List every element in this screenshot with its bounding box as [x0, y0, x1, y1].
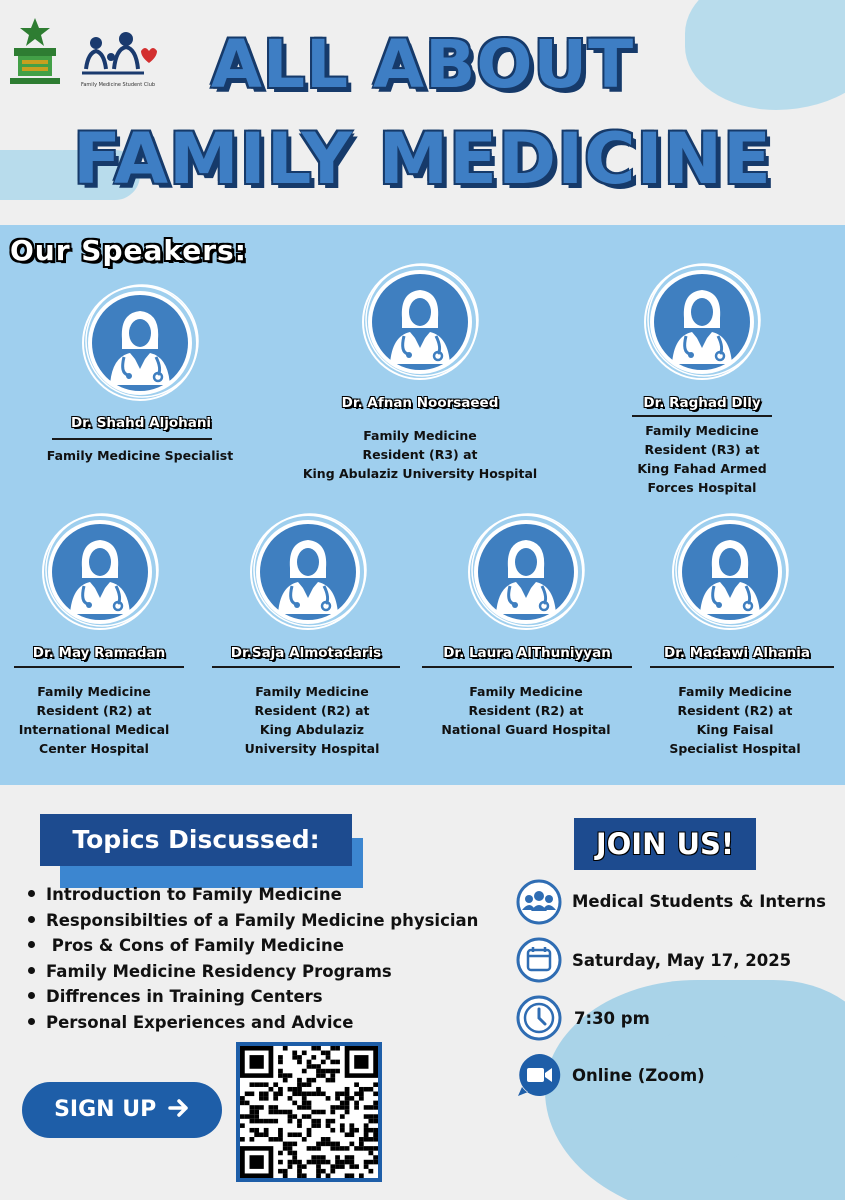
speaker-name: Dr. Afnan Noorsaeed: [341, 395, 499, 411]
club-logo-caption: Family Medicine Student Club: [80, 82, 156, 88]
decorative-blob: [625, 1030, 765, 1170]
speaker-description: Family Medicine Specialist: [46, 448, 234, 463]
title-line-2: FAMILY MEDICINE: [73, 118, 772, 200]
topic-text: Responsibilties of a Family Medicine physician: [46, 910, 479, 930]
arrow-right-icon: [168, 1098, 190, 1118]
doctor-avatar-icon: [466, 512, 586, 632]
speaker-description: Family Medicine Resident (R2) at King Faisal Specialist Hospital: [669, 684, 801, 756]
topic-text: Pros & Cons of Family Medicine: [46, 936, 344, 956]
speaker-description: Family Medicine Resident (R2) at National Guard Hospital: [441, 684, 611, 737]
bullet: [28, 1018, 35, 1025]
users-icon: [516, 879, 562, 925]
list-item: [28, 959, 478, 985]
speaker-description: Family Medicine Resident (R3) at King Abulaziz University Hospital: [302, 428, 538, 481]
speaker-description: Family Medicine Resident (R2) at International Medical Center Hospital: [18, 684, 170, 756]
list-item: [28, 984, 478, 1010]
list-item: [28, 882, 478, 908]
doctor-avatar-icon: [360, 262, 480, 382]
calendar-icon: [516, 937, 562, 983]
divider: [650, 666, 834, 668]
bullet: [28, 916, 35, 923]
qr-code-icon[interactable]: [236, 1042, 382, 1182]
event-location: Online (Zoom): [572, 1066, 705, 1085]
doctor-avatar-icon: [642, 262, 762, 382]
speaker-name: Dr.Saja Almotadaris: [230, 645, 382, 661]
list-item: [28, 933, 478, 959]
audience-text: Medical Students & Interns: [572, 892, 826, 911]
topics-heading: Topics Discussed:: [40, 814, 352, 866]
divider: [14, 666, 184, 668]
divider: [632, 415, 772, 417]
speaker-description: Family Medicine Resident (R2) at King Abdulaziz University Hospital: [244, 684, 380, 756]
event-time: 7:30 pm: [574, 1009, 650, 1028]
doctor-avatar-icon: [248, 512, 368, 632]
speaker-name: Dr. Shahd Aljohani: [70, 415, 212, 431]
speaker-name: Dr. Laura AlThuniyyan: [443, 645, 611, 661]
topics-list: [28, 882, 478, 1036]
video-camera-icon: [516, 1052, 562, 1098]
sign-up-label: SIGN UP: [54, 1097, 157, 1122]
speaker-description: Family Medicine Resident (R3) at King Fahad Armed Forces Hospital: [637, 423, 767, 495]
bullet: [28, 941, 35, 948]
divider: [52, 438, 212, 440]
doctor-avatar-icon: [80, 283, 200, 403]
join-us-banner: JOIN US!: [574, 818, 756, 870]
divider: [212, 666, 400, 668]
doctor-avatar-icon: [40, 512, 160, 632]
speaker-name: Dr. May Ramadan: [32, 645, 166, 661]
title-line-1: ALL ABOUT: [210, 26, 635, 103]
clock-icon: [516, 995, 562, 1041]
event-date: Saturday, May 17, 2025: [572, 951, 792, 970]
list-item: [28, 908, 478, 934]
divider: [422, 666, 632, 668]
bullet: [28, 992, 35, 999]
qr-code-pattern: [240, 1046, 378, 1178]
doctor-avatar-icon: [670, 512, 790, 632]
speakers-heading: Our Speakers:: [10, 234, 247, 267]
list-item: [28, 1010, 478, 1036]
bullet: [28, 967, 35, 974]
topic-text: Introduction to Family Medicine: [46, 885, 342, 904]
sign-up-button[interactable]: [22, 1082, 222, 1138]
topic-text: Family Medicine Residency Programs: [46, 961, 392, 981]
topic-text: Diffrences in Training Centers: [46, 987, 323, 1007]
speaker-name: Dr. Madawi Alhania: [663, 645, 811, 661]
bullet: [28, 890, 35, 897]
speaker-name: Dr. Raghad Dlly: [643, 395, 761, 411]
topic-text: Personal Experiences and Advice: [46, 1012, 354, 1032]
